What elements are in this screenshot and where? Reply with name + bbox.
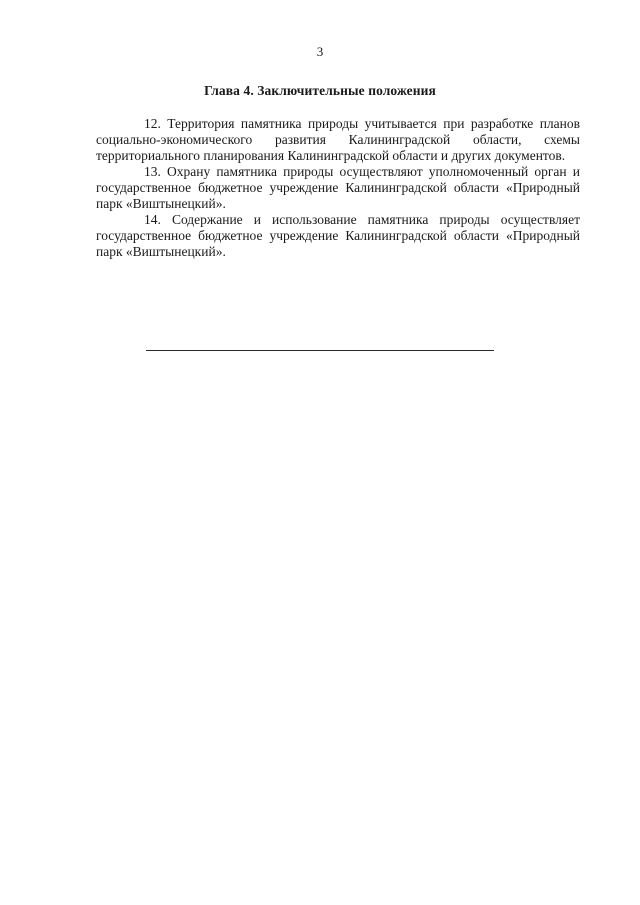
chapter-body (96, 116, 580, 260)
chapter-title: Глава 4. Заключительные положения (204, 83, 436, 98)
paragraph-13: 13. Охрану памятника природы осуществляют уполномоченный орган и государственное бюджетное учреждение Калининградской области «Природный парк «Виштынецкий». (96, 164, 580, 211)
paragraph-12: 12. Территория памятника природы учитывается при разработке планов социально-экономического развития Калининградской области, схемы территориального планирования Калининградской области и других документов. (96, 116, 580, 163)
end-of-document-divider (146, 350, 494, 351)
paragraph-14: 14. Содержание и использование памятника природы осуществляет государственное бюджетное учреждение Калининградской области «Природный парк «Виштынецкий». (96, 212, 580, 259)
page-number: 3 (316, 44, 324, 59)
